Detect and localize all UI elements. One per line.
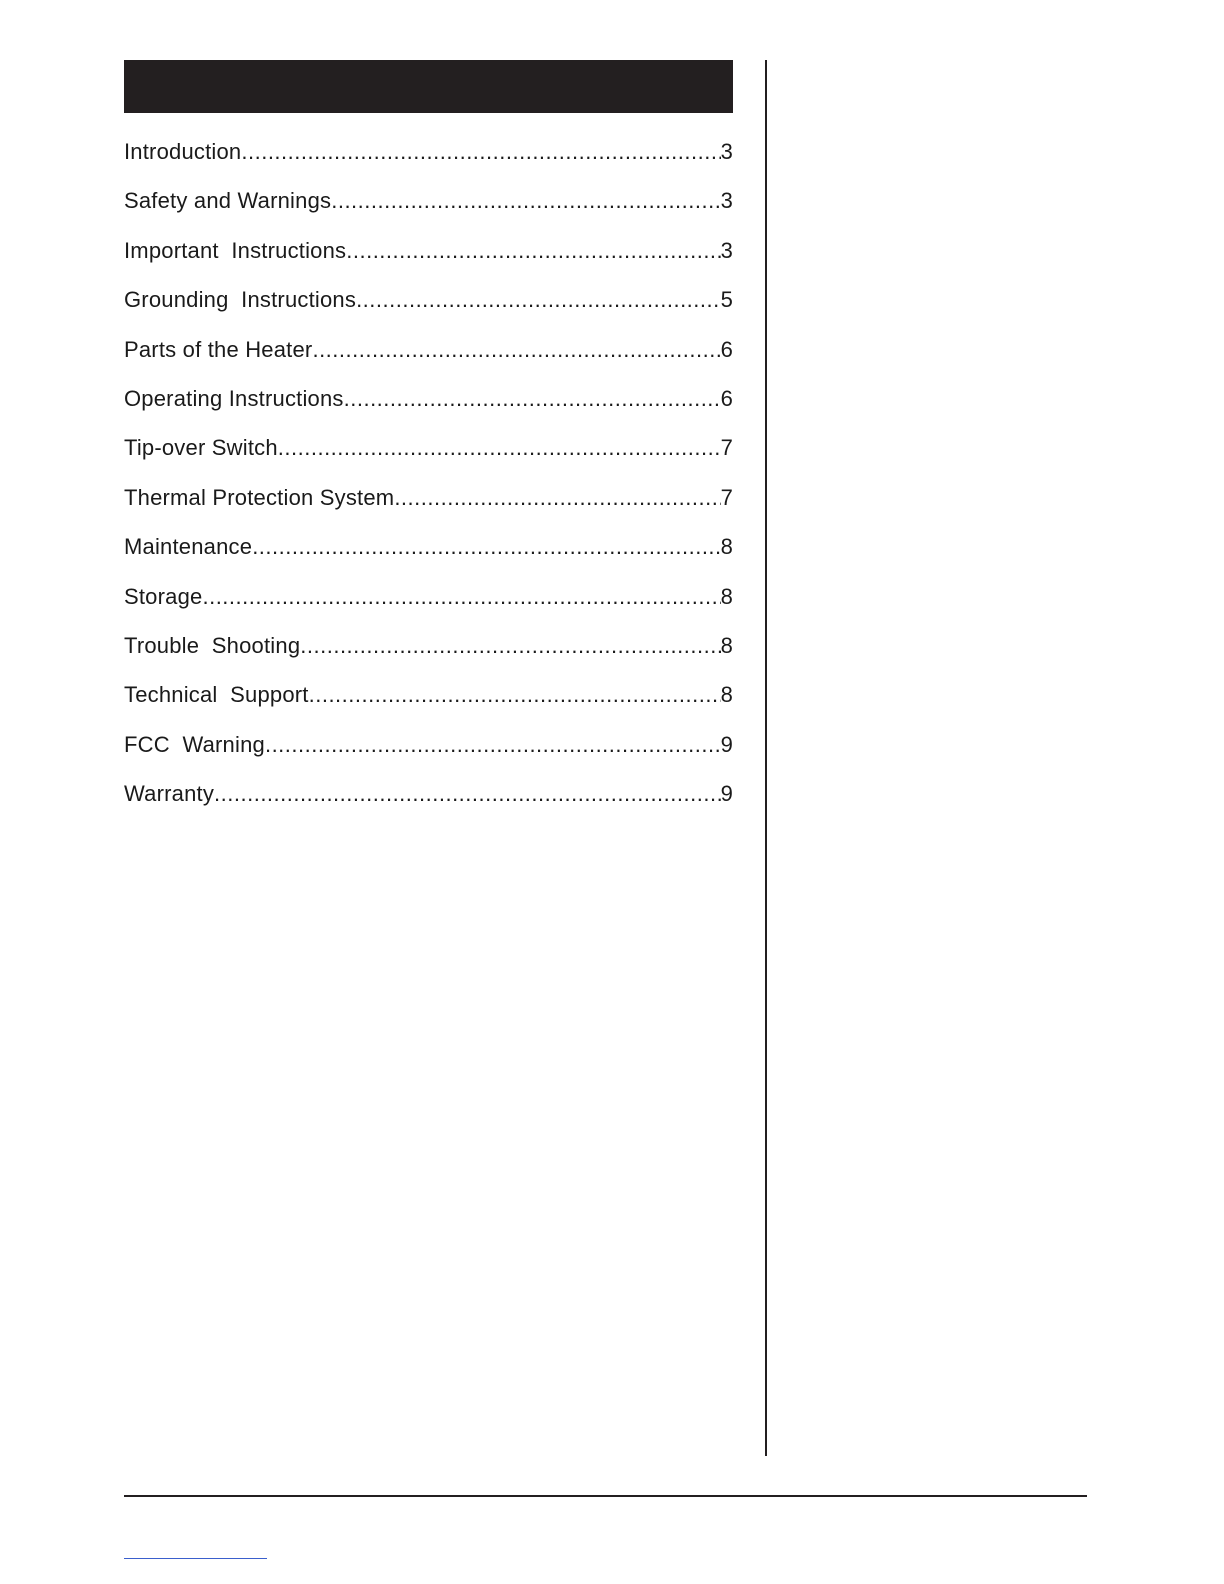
toc-leader-dots bbox=[312, 334, 720, 366]
toc-leader-dots bbox=[265, 729, 721, 761]
toc-header-bar bbox=[124, 60, 733, 113]
toc-entry-trouble-shooting[interactable] bbox=[124, 630, 733, 679]
toc-entry-page: 3 bbox=[720, 237, 733, 263]
toc-entry-thermal-protection-system[interactable] bbox=[124, 482, 733, 531]
toc-leader-dots bbox=[202, 581, 720, 613]
toc-entry-page: 6 bbox=[720, 336, 733, 362]
toc-entry-title: Operating Instructions bbox=[124, 385, 344, 411]
toc-entry-tip-over-switch[interactable] bbox=[124, 432, 733, 481]
toc-entry-title: Parts of the Heater bbox=[124, 336, 313, 362]
toc-leader-dots bbox=[214, 778, 721, 810]
toc-entry-title: Tip-over Switch bbox=[124, 435, 278, 461]
footer-rule bbox=[124, 1495, 1087, 1497]
toc-leader-dots bbox=[331, 185, 720, 217]
toc-entry-page: 6 bbox=[720, 385, 733, 411]
toc-leader-dots bbox=[346, 235, 720, 267]
toc-entry-page: 8 bbox=[720, 534, 733, 560]
toc-entry-storage[interactable] bbox=[124, 581, 733, 630]
toc-leader-dots bbox=[241, 136, 720, 168]
column-divider bbox=[765, 60, 767, 1456]
toc-entry-important-instructions[interactable] bbox=[124, 235, 733, 284]
toc-entry-operating-instructions[interactable] bbox=[124, 383, 733, 432]
toc-entry-title: Grounding Instructions bbox=[124, 287, 357, 313]
toc-entry-title: Safety and Warnings bbox=[124, 188, 332, 214]
toc-entry-title: Trouble Shooting bbox=[124, 632, 301, 658]
toc-entry-page: 9 bbox=[720, 781, 733, 807]
toc-entry-page: 9 bbox=[720, 731, 733, 757]
toc-entry-title: Storage bbox=[124, 583, 203, 609]
toc-entry-page: 3 bbox=[720, 188, 733, 214]
toc-entry-title: Thermal Protection System bbox=[124, 484, 395, 510]
toc-entry-page: 5 bbox=[720, 287, 733, 313]
toc-entry-title: Technical Support bbox=[124, 682, 309, 708]
toc-entry-title: Introduction bbox=[124, 139, 242, 164]
toc-leader-dots bbox=[394, 482, 720, 514]
toc-entry-title: Important Instructions bbox=[124, 237, 347, 263]
toc-entry-parts-of-the-heater[interactable] bbox=[124, 334, 733, 383]
toc-leader-dots bbox=[309, 679, 721, 711]
toc-leader-dots bbox=[356, 284, 721, 316]
toc-entry-page: 8 bbox=[720, 632, 733, 658]
toc-entry-title: FCC Warning bbox=[124, 731, 265, 757]
toc-entry-page: 8 bbox=[720, 682, 733, 708]
toc-entry-grounding-instructions[interactable] bbox=[124, 284, 733, 333]
toc-entry-fcc-warning[interactable] bbox=[124, 729, 733, 778]
toc-entry-introduction[interactable] bbox=[124, 136, 733, 185]
toc-entry-maintenance[interactable] bbox=[124, 531, 733, 580]
toc-entry-page: 8 bbox=[720, 583, 733, 609]
toc-leader-dots bbox=[278, 432, 721, 464]
toc-leader-dots bbox=[344, 383, 721, 415]
toc-entry-technical-support[interactable] bbox=[124, 679, 733, 728]
toc-entry-title: Warranty bbox=[124, 781, 215, 807]
toc-entry-warranty[interactable] bbox=[124, 778, 733, 827]
toc-entry-safety-and-warnings[interactable] bbox=[124, 185, 733, 234]
toc-entry-title: Maintenance bbox=[124, 534, 253, 560]
toc-entry-page: 3 bbox=[720, 139, 733, 164]
table-of-contents bbox=[124, 136, 733, 827]
toc-leader-dots bbox=[300, 630, 720, 662]
toc-entry-page: 7 bbox=[720, 435, 733, 461]
footer-link-underline bbox=[124, 1558, 267, 1559]
toc-entry-page: 7 bbox=[720, 484, 733, 510]
toc-leader-dots bbox=[252, 531, 720, 563]
